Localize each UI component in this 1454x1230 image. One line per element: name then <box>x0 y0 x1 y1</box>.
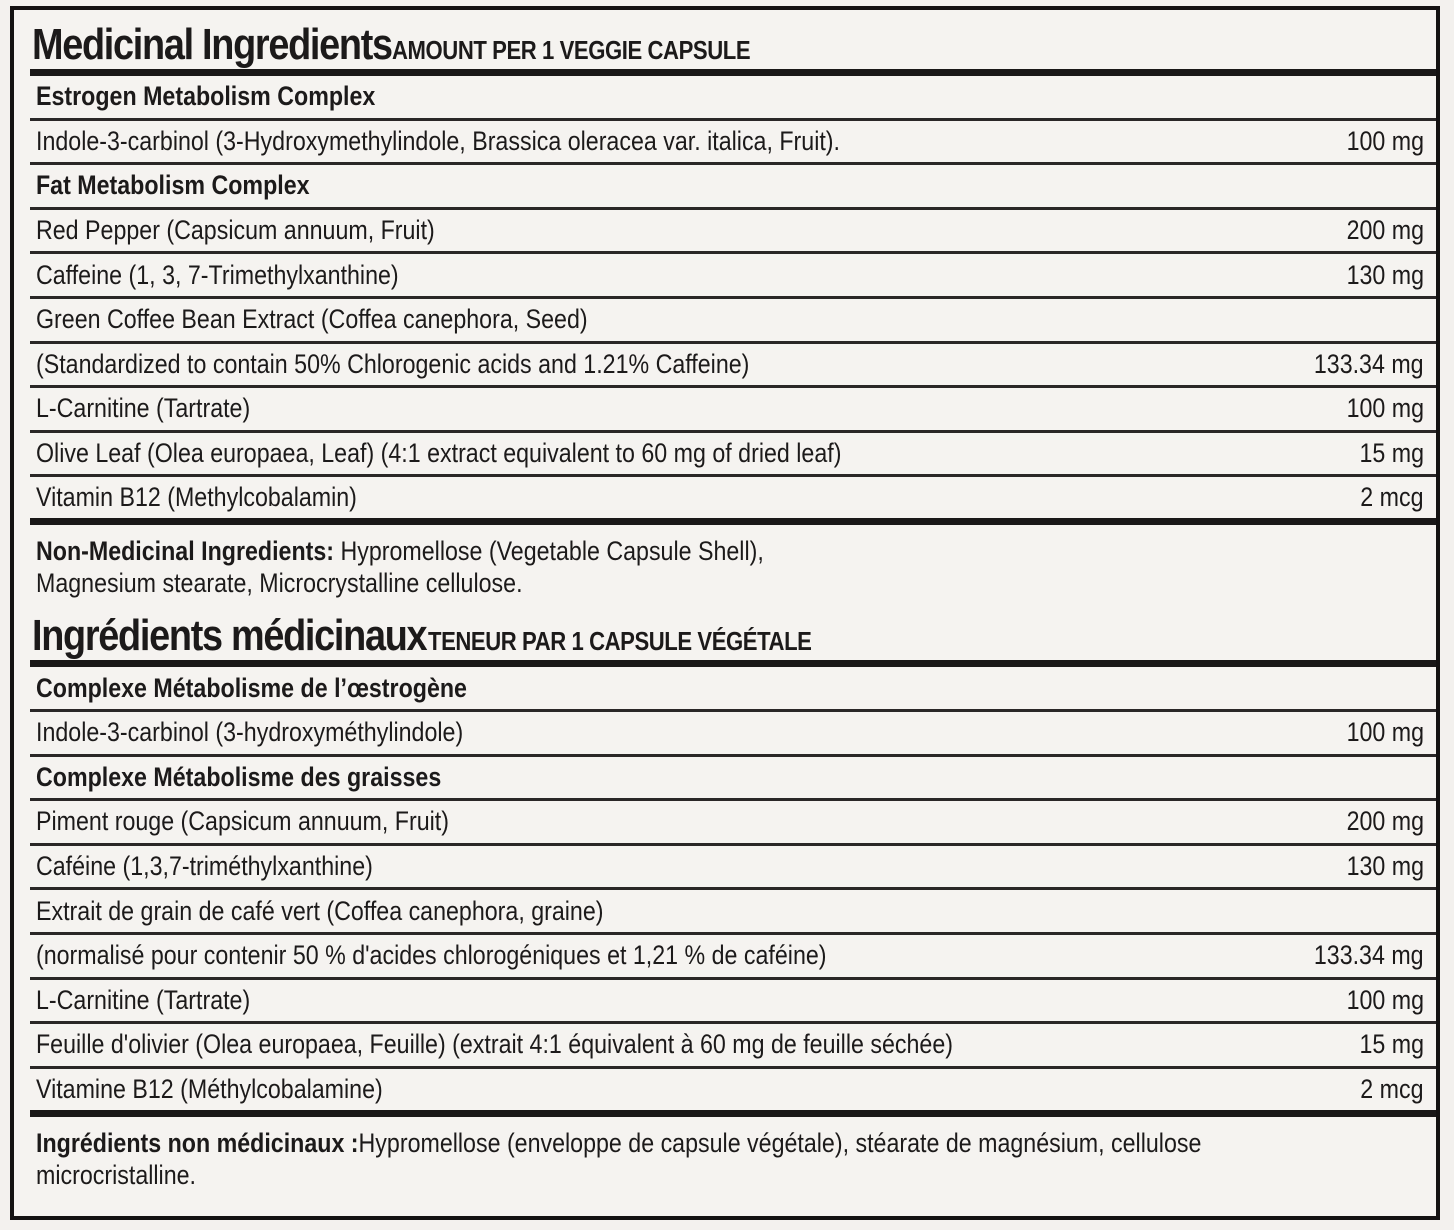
french-subtitle: TENEUR PAR 1 CAPSULE VÉGÉTALE <box>428 626 812 657</box>
ingredient-amount: 133.34 mg <box>1314 940 1424 971</box>
ingredient-row <box>30 1069 1436 1117</box>
ingredient-name: Olive Leaf (Olea europaea, Leaf) (4:1 extract equivalent to 60 mg of dried leaf) <box>36 438 842 469</box>
ingredient-amount: 15 mg <box>1359 1029 1424 1060</box>
ingredient-name: Caféine (1,3,7-triméthylxanthine) <box>36 851 373 882</box>
ingredient-row <box>30 433 1436 478</box>
english-non-medicinal-text1: Hypromellose (Vegetable Capsule Shell), <box>334 536 764 567</box>
ingredient-name: L-Carnitine (Tartrate) <box>36 984 251 1015</box>
ingredient-name: Indole-3-carbinol (3-hydroxyméthylindole) <box>36 717 464 748</box>
section-header-label: Complexe Métabolisme de l’œstrogène <box>36 672 467 703</box>
english-subtitle: AMOUNT PER 1 VEGGIE CAPSULE <box>392 35 751 65</box>
ingredient-row <box>30 801 1436 846</box>
ingredient-amount: 200 mg <box>1346 215 1424 246</box>
ingredient-row <box>30 1024 1436 1069</box>
ingredient-name: Extrait de grain de café vert (Coffea canephora, graine) <box>36 895 604 926</box>
ingredients-panel <box>10 6 1440 1220</box>
ingredient-row <box>30 344 1436 389</box>
english-non-medicinal-label: Non-Medicinal Ingredients: <box>36 536 335 567</box>
ingredient-row <box>30 477 1436 525</box>
section-header-label: Fat Metabolism Complex <box>36 170 310 201</box>
section-header-label: Complexe Métabolisme des graisses <box>36 761 442 792</box>
ingredient-name: L-Carnitine (Tartrate) <box>36 393 251 424</box>
french-non-medicinal <box>30 1117 1436 1195</box>
french-section <box>30 609 1436 1194</box>
ingredient-amount: 100 mg <box>1346 125 1424 156</box>
ingredient-row <box>30 712 1436 757</box>
ingredient-row <box>30 121 1436 166</box>
section-header-row <box>30 667 1436 712</box>
english-non-medicinal <box>30 525 1436 603</box>
ingredient-amount: 100 mg <box>1346 717 1424 748</box>
french-non-medicinal-label: Ingrédients non médicinaux : <box>36 1127 359 1158</box>
ingredient-name: Vitamine B12 (Méthylcobalamine) <box>36 1073 383 1104</box>
ingredient-row <box>30 210 1436 255</box>
english-header <box>30 18 1436 76</box>
ingredients-content <box>30 18 1436 1195</box>
ingredient-name: Red Pepper (Capsicum annuum, Fruit) <box>36 215 435 246</box>
english-rows <box>30 76 1436 525</box>
ingredient-name: (Standardized to contain 50% Chlorogenic acids and 1.21% Caffeine) <box>36 348 750 379</box>
ingredient-row <box>30 254 1436 299</box>
ingredient-row <box>30 846 1436 891</box>
ingredient-amount: 200 mg <box>1346 806 1424 837</box>
ingredient-amount: 2 mcg <box>1360 1073 1424 1104</box>
section-header-row <box>30 76 1436 121</box>
english-section <box>30 18 1436 603</box>
ingredient-name: (normalisé pour contenir 50 % d'acides chlorogéniques et 1,21 % de caféine) <box>36 940 827 971</box>
ingredient-amount: 130 mg <box>1346 259 1424 290</box>
ingredient-amount: 100 mg <box>1346 984 1424 1015</box>
french-non-medicinal-text1: Hypromellose (enveloppe de capsule végétale), stéarate de magnésium, cellulose <box>358 1127 1202 1158</box>
french-non-medicinal-text2: microcristalline. <box>36 1159 197 1190</box>
ingredient-amount: 133.34 mg <box>1314 348 1424 379</box>
ingredient-row <box>30 299 1436 344</box>
ingredient-amount: 2 mcg <box>1360 482 1424 513</box>
ingredient-row <box>30 935 1436 980</box>
french-non-medicinal-line1 <box>36 1127 1240 1159</box>
ingredient-name: Indole-3-carbinol (3-Hydroxymethylindole, Brassica oleracea var. italica, Fruit). <box>36 125 840 156</box>
ingredient-row <box>30 890 1436 935</box>
french-header <box>30 609 1436 667</box>
french-rows <box>30 667 1436 1116</box>
ingredient-name: Green Coffee Bean Extract (Coffea canephora, Seed) <box>36 304 588 335</box>
ingredient-name: Caffeine (1, 3, 7-Trimethylxanthine) <box>36 259 399 290</box>
english-title: Medicinal Ingredients <box>32 20 392 69</box>
english-non-medicinal-text2: Magnesium stearate, Microcrystalline cellulose. <box>36 568 523 599</box>
section-header-label: Estrogen Metabolism Complex <box>36 81 376 112</box>
ingredient-amount: 130 mg <box>1346 851 1424 882</box>
ingredient-amount: 100 mg <box>1346 393 1424 424</box>
ingredient-name: Vitamin B12 (Methylcobalamin) <box>36 482 357 513</box>
ingredient-row <box>30 980 1436 1025</box>
section-header-row <box>30 757 1436 802</box>
french-title: Ingrédients médicinaux <box>32 611 427 661</box>
ingredient-name: Piment rouge (Capsicum annuum, Fruit) <box>36 806 449 837</box>
english-non-medicinal-line1 <box>36 535 1240 567</box>
section-header-row <box>30 165 1436 210</box>
ingredient-name: Feuille d'olivier (Olea europaea, Feuille) (extrait 4:1 équivalent à 60 mg de feuille séchée) <box>36 1029 953 1060</box>
ingredient-row <box>30 388 1436 433</box>
ingredient-amount: 15 mg <box>1359 438 1424 469</box>
